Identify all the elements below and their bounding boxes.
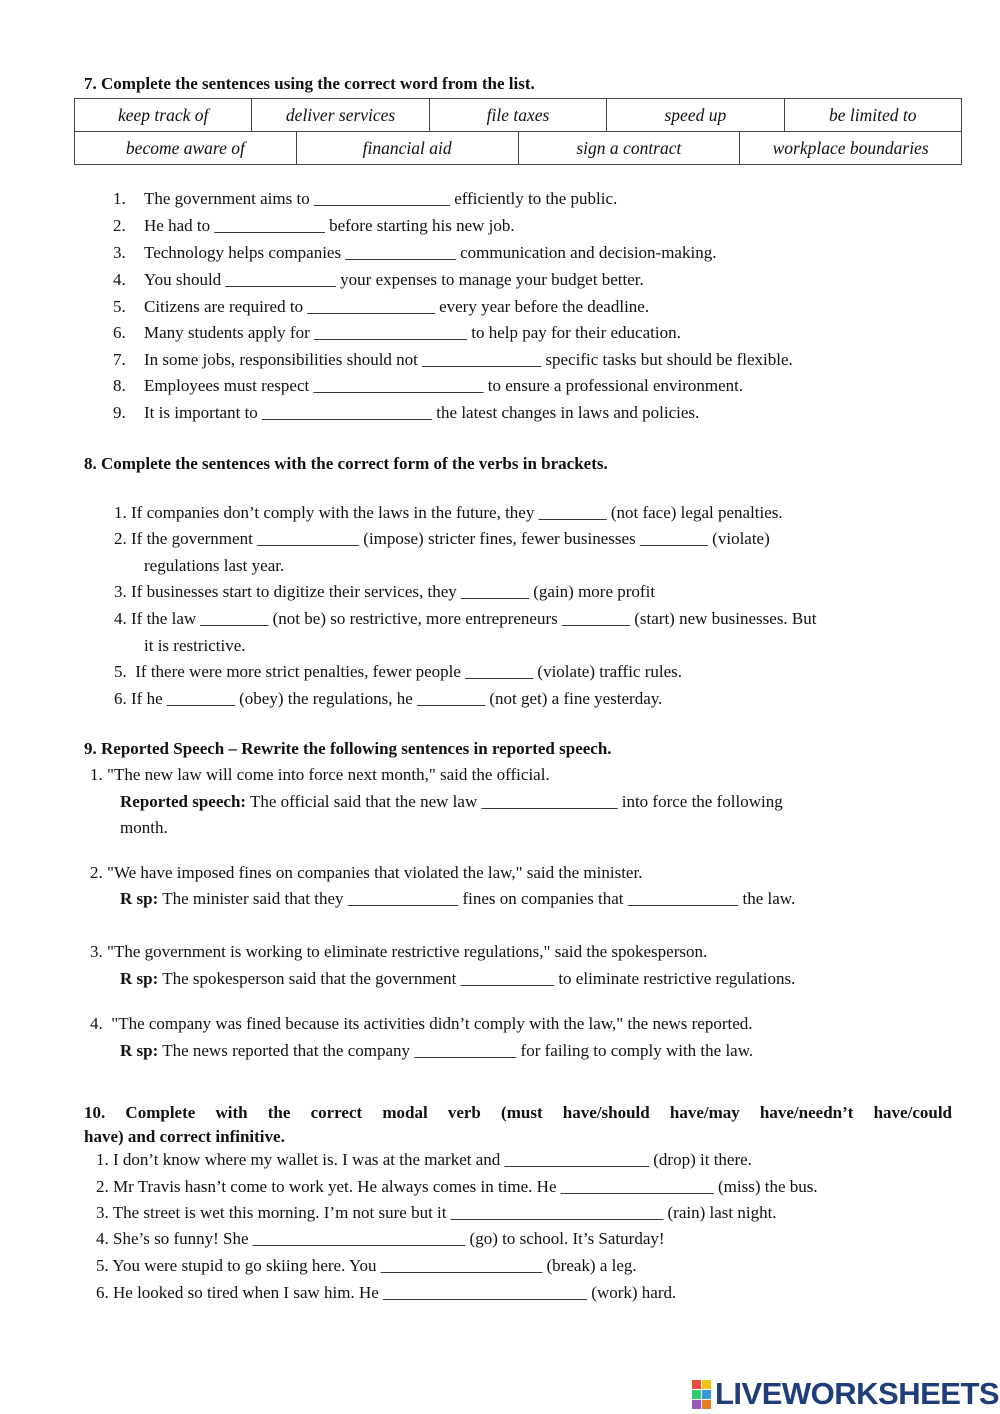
list-item: 9. It is important to ____________________ the latest changes in laws and policies. bbox=[113, 403, 700, 422]
reported-label: R sp: bbox=[120, 889, 159, 908]
logo-square bbox=[692, 1390, 701, 1399]
list-item-continuation: it is restrictive. bbox=[144, 636, 246, 655]
reported-answer-continuation: month. bbox=[120, 818, 168, 837]
quote-sentence: 4. "The company was fined because its activities didn’t comply with the law," the news reported. bbox=[90, 1014, 753, 1033]
word-list-row-2 bbox=[74, 131, 962, 165]
list-item: 8. Employees must respect ____________________ to ensure a professional environment. bbox=[113, 376, 744, 395]
reported-answer: R sp: The spokesperson said that the government ___________ to eliminate restrictive regulations. bbox=[120, 969, 796, 988]
list-item-continuation: regulations last year. bbox=[144, 556, 285, 575]
logo-square bbox=[692, 1380, 701, 1389]
list-item: 5. You were stupid to go skiing here. You ___________________ (break) a leg. bbox=[96, 1256, 637, 1275]
list-item: 6. He looked so tired when I saw him. He ________________________ (work) hard. bbox=[96, 1283, 677, 1302]
list-item: 5. Citizens are required to _______________ every year before the deadline. bbox=[113, 297, 650, 316]
logo-square bbox=[692, 1400, 701, 1409]
list-item: 7. In some jobs, responsibilities should not ______________ specific tasks but should be flexible. bbox=[113, 350, 793, 369]
list-item: 4. She’s so funny! She _________________________ (go) to school. It’s Saturday! bbox=[96, 1229, 665, 1248]
list-item: 4. If the law ________ (not be) so restrictive, more entrepreneurs ________ (start) new businesses. But bbox=[114, 609, 817, 628]
list-item: 6. Many students apply for __________________ to help pay for their education. bbox=[113, 323, 681, 342]
quote-sentence: 1. "The new law will come into force next month," said the official. bbox=[90, 765, 550, 784]
list-item: 2. If the government ____________ (impose) stricter fines, fewer businesses ________ (violate) bbox=[114, 529, 770, 548]
reported-answer: Reported speech: The official said that the new law ________________ into force the following bbox=[120, 792, 783, 811]
logo-square bbox=[702, 1380, 711, 1389]
list-item: 5. If there were more strict penalties, fewer people ________ (violate) traffic rules. bbox=[114, 662, 683, 681]
list-item: 4. You should _____________ your expenses to manage your budget better. bbox=[113, 270, 644, 289]
quote-sentence: 2. "We have imposed fines on companies that violated the law," said the minister. bbox=[90, 863, 643, 882]
word-option: be limited to bbox=[784, 99, 961, 132]
section-8-title: 8. Complete the sentences with the correct form of the verbs in brackets. bbox=[84, 454, 608, 473]
list-item: 3. The street is wet this morning. I’m not sure but it _________________________ (rain) last night. bbox=[96, 1203, 777, 1222]
section-10-title-continuation: have) and correct infinitive. bbox=[84, 1127, 285, 1146]
section-10-title: 10. Complete with the correct modal verb (must have/should have/may have/needn’t have/could bbox=[84, 1103, 952, 1122]
list-item: 1. The government aims to ________________ efficiently to the public. bbox=[113, 189, 618, 208]
list-item: 1. If companies don’t comply with the laws in the future, they ________ (not face) legal penalties. bbox=[114, 503, 783, 522]
logo-square bbox=[702, 1390, 711, 1399]
liveworksheets-logo bbox=[692, 1376, 999, 1412]
logo-grid-icon bbox=[692, 1380, 711, 1409]
word-option: speed up bbox=[607, 99, 784, 132]
reported-answer: R sp: The minister said that they _____________ fines on companies that _____________ the law. bbox=[120, 889, 796, 908]
list-item: 1. I don’t know where my wallet is. I was at the market and _________________ (drop) it there. bbox=[96, 1150, 752, 1169]
reported-label: R sp: bbox=[120, 969, 159, 988]
logo-text: LIVEWORKSHEETS bbox=[715, 1376, 1000, 1411]
word-option: keep track of bbox=[75, 99, 252, 132]
reported-label: Reported speech: bbox=[120, 792, 247, 811]
reported-label: R sp: bbox=[120, 1041, 159, 1060]
list-item: 6. If he ________ (obey) the regulations, he ________ (not get) a fine yesterday. bbox=[114, 689, 663, 708]
word-option: file taxes bbox=[429, 99, 606, 132]
reported-answer: R sp: The news reported that the company ____________ for failing to comply with the law. bbox=[120, 1041, 754, 1060]
word-list-row-1 bbox=[74, 98, 962, 132]
list-item: 2. He had to _____________ before starting his new job. bbox=[113, 216, 515, 235]
word-option: financial aid bbox=[296, 132, 518, 165]
section-7-title: 7. Complete the sentences using the correct word from the list. bbox=[84, 74, 535, 93]
word-option: become aware of bbox=[75, 132, 297, 165]
quote-sentence: 3. "The government is working to eliminate restrictive regulations," said the spokesperson. bbox=[90, 942, 708, 961]
word-option: sign a contract bbox=[518, 132, 740, 165]
list-item: 3. If businesses start to digitize their services, they ________ (gain) more profit bbox=[114, 582, 656, 601]
list-item: 3. Technology helps companies _____________ communication and decision-making. bbox=[113, 243, 717, 262]
word-option: workplace boundaries bbox=[740, 132, 962, 165]
logo-square bbox=[702, 1400, 711, 1409]
word-option: deliver services bbox=[252, 99, 429, 132]
section-9-title: 9. Reported Speech – Rewrite the following sentences in reported speech. bbox=[84, 739, 612, 758]
list-item: 2. Mr Travis hasn’t come to work yet. He always comes in time. He __________________ (miss) the bus. bbox=[96, 1177, 818, 1196]
